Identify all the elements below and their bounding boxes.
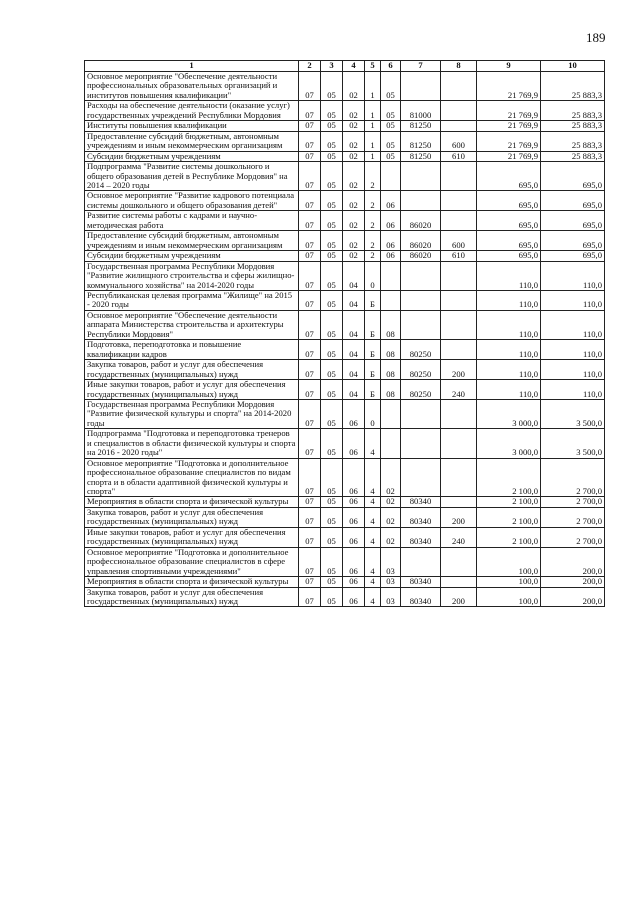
- code-program: 2: [365, 251, 381, 261]
- table-row: [85, 577, 605, 587]
- code-expense-type: [441, 261, 477, 290]
- code-direction: 80340: [401, 507, 441, 527]
- code-subsection: 02: [343, 162, 365, 191]
- amount-year-2: 110,0: [541, 290, 605, 310]
- code-section: 05: [321, 497, 343, 507]
- code-event: 05: [381, 101, 401, 121]
- item-name: Закупка товаров, работ и услуг для обеспечения государственных (муниципальных) нужд: [85, 360, 299, 380]
- code-event: 05: [381, 72, 401, 101]
- amount-year-1: 21 769,9: [477, 121, 541, 131]
- code-event: 03: [381, 547, 401, 576]
- code-expense-type: [441, 547, 477, 576]
- code-event: 02: [381, 527, 401, 547]
- code-expense-type: 200: [441, 507, 477, 527]
- amount-year-2: 2 700,0: [541, 458, 605, 497]
- code-subsection: 04: [343, 290, 365, 310]
- code-event: 06: [381, 231, 401, 251]
- code-program: 2: [365, 191, 381, 211]
- item-name: Закупка товаров, работ и услуг для обеспечения государственных (муниципальных) нужд: [85, 507, 299, 527]
- code-section: 05: [321, 191, 343, 211]
- code-ministry: 07: [299, 211, 321, 231]
- code-direction: [401, 191, 441, 211]
- table-row: [85, 261, 605, 290]
- code-event: 08: [381, 310, 401, 339]
- amount-year-1: 21 769,9: [477, 131, 541, 151]
- code-subsection: 02: [343, 131, 365, 151]
- code-ministry: 07: [299, 72, 321, 101]
- code-direction: 80340: [401, 527, 441, 547]
- code-expense-type: [441, 121, 477, 131]
- table-row: [85, 101, 605, 121]
- code-program: 1: [365, 131, 381, 151]
- item-name: Мероприятия в области спорта и физической культуры: [85, 497, 299, 507]
- code-section: 05: [321, 310, 343, 339]
- code-ministry: 07: [299, 191, 321, 211]
- code-program: 4: [365, 587, 381, 607]
- amount-year-1: 695,0: [477, 211, 541, 231]
- item-name: Основное мероприятие "Обеспечение деятельности аппарата Министерства строительства и архитектуры Республики Мордовия": [85, 310, 299, 339]
- amount-year-2: 25 883,3: [541, 151, 605, 161]
- code-expense-type: [441, 191, 477, 211]
- code-direction: [401, 399, 441, 428]
- amount-year-1: 21 769,9: [477, 72, 541, 101]
- table-row: [85, 497, 605, 507]
- code-subsection: 06: [343, 429, 365, 458]
- amount-year-1: 695,0: [477, 162, 541, 191]
- code-subsection: 04: [343, 360, 365, 380]
- code-subsection: 06: [343, 547, 365, 576]
- code-subsection: 06: [343, 577, 365, 587]
- amount-year-2: 2 700,0: [541, 497, 605, 507]
- code-expense-type: 610: [441, 151, 477, 161]
- code-program: 4: [365, 429, 381, 458]
- code-section: 05: [321, 399, 343, 428]
- code-ministry: 07: [299, 340, 321, 360]
- item-name: Подпрограмма "Развитие системы дошкольного и общего образования детей в Республике Мордовия" на 2014 – 2020 годы: [85, 162, 299, 191]
- code-section: 05: [321, 547, 343, 576]
- amount-year-1: 110,0: [477, 310, 541, 339]
- code-subsection: 06: [343, 458, 365, 497]
- header-col-5: 5: [365, 61, 381, 72]
- code-ministry: 07: [299, 399, 321, 428]
- code-event: [381, 261, 401, 290]
- code-program: 2: [365, 162, 381, 191]
- code-ministry: 07: [299, 587, 321, 607]
- code-direction: 86020: [401, 231, 441, 251]
- amount-year-2: 695,0: [541, 162, 605, 191]
- code-event: 03: [381, 577, 401, 587]
- code-ministry: 07: [299, 151, 321, 161]
- item-name: Республиканская целевая программа "Жилище" на 2015 - 2020 годы: [85, 290, 299, 310]
- item-name: Подготовка, переподготовка и повышение квалификации кадров: [85, 340, 299, 360]
- code-program: Б: [365, 380, 381, 400]
- code-expense-type: [441, 101, 477, 121]
- code-event: 08: [381, 340, 401, 360]
- table-row: [85, 527, 605, 547]
- code-program: 4: [365, 458, 381, 497]
- code-direction: [401, 458, 441, 497]
- item-name: Основное мероприятие "Подготовка и дополнительное профессиональное образование специалистов по видам спорта и в области адаптивной физической культуры и спорта": [85, 458, 299, 497]
- item-name: Развитие системы работы с кадрами и научно-методическая работа: [85, 211, 299, 231]
- amount-year-2: 200,0: [541, 577, 605, 587]
- code-program: 2: [365, 231, 381, 251]
- code-ministry: 07: [299, 497, 321, 507]
- code-direction: 80340: [401, 497, 441, 507]
- code-event: [381, 290, 401, 310]
- code-subsection: 02: [343, 121, 365, 131]
- code-section: 05: [321, 101, 343, 121]
- code-program: Б: [365, 340, 381, 360]
- amount-year-2: 25 883,3: [541, 72, 605, 101]
- amount-year-1: 3 000,0: [477, 429, 541, 458]
- code-direction: 80250: [401, 340, 441, 360]
- header-col-9: 9: [477, 61, 541, 72]
- code-program: Б: [365, 310, 381, 339]
- code-program: 2: [365, 211, 381, 231]
- code-direction: 86020: [401, 251, 441, 261]
- item-name: Основное мероприятие "Развитие кадрового потенциала системы дошкольного и общего образования детей": [85, 191, 299, 211]
- amount-year-2: 25 883,3: [541, 131, 605, 151]
- code-direction: 81250: [401, 121, 441, 131]
- code-section: 05: [321, 72, 343, 101]
- code-program: 4: [365, 497, 381, 507]
- code-section: 05: [321, 527, 343, 547]
- amount-year-2: 200,0: [541, 547, 605, 576]
- code-event: 05: [381, 121, 401, 131]
- code-program: 4: [365, 547, 381, 576]
- code-ministry: 07: [299, 547, 321, 576]
- code-program: 4: [365, 507, 381, 527]
- item-name: Субсидии бюджетным учреждениям: [85, 251, 299, 261]
- table-row: [85, 191, 605, 211]
- code-expense-type: 240: [441, 527, 477, 547]
- item-name: Иные закупки товаров, работ и услуг для обеспечения государственных (муниципальных) нужд: [85, 527, 299, 547]
- header-col-10: 10: [541, 61, 605, 72]
- code-section: 05: [321, 340, 343, 360]
- code-ministry: 07: [299, 429, 321, 458]
- header-col-8: 8: [441, 61, 477, 72]
- code-event: 05: [381, 151, 401, 161]
- amount-year-1: 21 769,9: [477, 151, 541, 161]
- amount-year-2: 2 700,0: [541, 507, 605, 527]
- code-expense-type: [441, 310, 477, 339]
- amount-year-2: 695,0: [541, 191, 605, 211]
- header-col-6: 6: [381, 61, 401, 72]
- code-expense-type: [441, 399, 477, 428]
- code-direction: 80340: [401, 577, 441, 587]
- table-row: [85, 121, 605, 131]
- code-program: 0: [365, 261, 381, 290]
- code-section: 05: [321, 121, 343, 131]
- code-subsection: 04: [343, 261, 365, 290]
- code-direction: 80250: [401, 360, 441, 380]
- code-section: 05: [321, 251, 343, 261]
- item-name: Государственная программа Республики Мордовия "Развитие жилищного строительства и сферы жилищно-коммунального хозяйства" на 2014-2020 годы: [85, 261, 299, 290]
- code-program: 1: [365, 72, 381, 101]
- code-subsection: 02: [343, 211, 365, 231]
- code-subsection: 06: [343, 507, 365, 527]
- amount-year-2: 200,0: [541, 587, 605, 607]
- code-ministry: 07: [299, 231, 321, 251]
- code-subsection: 06: [343, 497, 365, 507]
- amount-year-2: 110,0: [541, 340, 605, 360]
- page-number: 189: [586, 30, 606, 45]
- table-row: [85, 251, 605, 261]
- table-row: [85, 458, 605, 497]
- amount-year-1: 100,0: [477, 587, 541, 607]
- code-ministry: 07: [299, 121, 321, 131]
- code-expense-type: [441, 458, 477, 497]
- code-direction: [401, 261, 441, 290]
- amount-year-2: 695,0: [541, 231, 605, 251]
- amount-year-2: 110,0: [541, 261, 605, 290]
- amount-year-1: 695,0: [477, 231, 541, 251]
- item-name: Предоставление субсидий бюджетным, автономным учреждениям и иным некоммерческим организациям: [85, 231, 299, 251]
- table-row: [85, 211, 605, 231]
- code-section: 05: [321, 577, 343, 587]
- code-ministry: 07: [299, 360, 321, 380]
- header-col-7: 7: [401, 61, 441, 72]
- table-row: [85, 162, 605, 191]
- header-row: [85, 61, 605, 72]
- code-direction: 86020: [401, 211, 441, 231]
- code-ministry: 07: [299, 290, 321, 310]
- code-section: 05: [321, 360, 343, 380]
- code-subsection: 02: [343, 231, 365, 251]
- code-subsection: 02: [343, 101, 365, 121]
- code-expense-type: [441, 497, 477, 507]
- item-name: Подпрограмма "Подготовка и переподготовка тренеров и специалистов в области физической культуры и спорта на 2016 - 2020 годы": [85, 429, 299, 458]
- amount-year-2: 695,0: [541, 251, 605, 261]
- table-row: [85, 290, 605, 310]
- code-direction: 80250: [401, 380, 441, 400]
- code-subsection: 02: [343, 191, 365, 211]
- code-direction: [401, 429, 441, 458]
- code-event: 06: [381, 251, 401, 261]
- code-expense-type: [441, 290, 477, 310]
- code-event: 06: [381, 191, 401, 211]
- amount-year-2: 695,0: [541, 211, 605, 231]
- item-name: Иные закупки товаров, работ и услуг для обеспечения государственных (муниципальных) нужд: [85, 380, 299, 400]
- amount-year-2: 110,0: [541, 380, 605, 400]
- table-row: [85, 587, 605, 607]
- header-col-2: 2: [299, 61, 321, 72]
- amount-year-1: 110,0: [477, 380, 541, 400]
- amount-year-2: 110,0: [541, 310, 605, 339]
- code-event: 02: [381, 458, 401, 497]
- code-subsection: 04: [343, 380, 365, 400]
- code-event: 05: [381, 131, 401, 151]
- code-program: 1: [365, 151, 381, 161]
- item-name: Основное мероприятие "Обеспечение деятельности профессиональных образовательных организаций и институтов повышения квалификации": [85, 72, 299, 101]
- code-ministry: 07: [299, 251, 321, 261]
- code-ministry: 07: [299, 131, 321, 151]
- item-name: Субсидии бюджетным учреждениям: [85, 151, 299, 161]
- code-direction: [401, 72, 441, 101]
- code-expense-type: [441, 72, 477, 101]
- code-expense-type: [441, 340, 477, 360]
- code-direction: [401, 162, 441, 191]
- code-event: 06: [381, 211, 401, 231]
- amount-year-1: 110,0: [477, 340, 541, 360]
- code-ministry: 07: [299, 458, 321, 497]
- code-direction: 80340: [401, 587, 441, 607]
- amount-year-1: 2 100,0: [477, 507, 541, 527]
- code-expense-type: [441, 211, 477, 231]
- code-direction: [401, 290, 441, 310]
- amount-year-1: 110,0: [477, 360, 541, 380]
- code-section: 05: [321, 162, 343, 191]
- amount-year-1: 100,0: [477, 577, 541, 587]
- code-subsection: 04: [343, 310, 365, 339]
- code-direction: [401, 547, 441, 576]
- code-expense-type: [441, 429, 477, 458]
- code-program: 4: [365, 527, 381, 547]
- item-name: Основное мероприятие "Подготовка и дополнительное профессиональное образование специалистов в сфере управления спортивными учреждениями": [85, 547, 299, 576]
- amount-year-2: 3 500,0: [541, 429, 605, 458]
- header-col-3: 3: [321, 61, 343, 72]
- code-event: [381, 162, 401, 191]
- code-event: [381, 399, 401, 428]
- code-program: 0: [365, 399, 381, 428]
- code-subsection: 02: [343, 251, 365, 261]
- amount-year-1: 21 769,9: [477, 101, 541, 121]
- amount-year-1: 110,0: [477, 290, 541, 310]
- code-event: 03: [381, 587, 401, 607]
- amount-year-1: 3 000,0: [477, 399, 541, 428]
- code-program: 1: [365, 121, 381, 131]
- code-event: 08: [381, 360, 401, 380]
- code-ministry: 07: [299, 380, 321, 400]
- item-name: Предоставление субсидий бюджетным, автономным учреждениям и иным некоммерческим организациям: [85, 131, 299, 151]
- code-ministry: 07: [299, 162, 321, 191]
- code-section: 05: [321, 458, 343, 497]
- table-row: [85, 429, 605, 458]
- code-subsection: 06: [343, 587, 365, 607]
- code-section: 05: [321, 507, 343, 527]
- code-section: 05: [321, 261, 343, 290]
- code-subsection: 06: [343, 399, 365, 428]
- amount-year-1: 110,0: [477, 261, 541, 290]
- header-col-4: 4: [343, 61, 365, 72]
- code-expense-type: [441, 577, 477, 587]
- code-direction: 81000: [401, 101, 441, 121]
- table-row: [85, 340, 605, 360]
- code-expense-type: 600: [441, 131, 477, 151]
- amount-year-2: 25 883,3: [541, 101, 605, 121]
- header-col-1: 1: [85, 61, 299, 72]
- amount-year-1: 695,0: [477, 251, 541, 261]
- table-row: [85, 151, 605, 161]
- code-section: 05: [321, 211, 343, 231]
- table-row: [85, 547, 605, 576]
- code-program: 1: [365, 101, 381, 121]
- code-event: [381, 429, 401, 458]
- amount-year-1: 2 100,0: [477, 527, 541, 547]
- code-direction: 81250: [401, 131, 441, 151]
- code-expense-type: 240: [441, 380, 477, 400]
- code-expense-type: 200: [441, 587, 477, 607]
- code-ministry: 07: [299, 101, 321, 121]
- amount-year-1: 2 100,0: [477, 458, 541, 497]
- amount-year-2: 110,0: [541, 360, 605, 380]
- table-row: [85, 231, 605, 251]
- code-event: 02: [381, 497, 401, 507]
- code-ministry: 07: [299, 527, 321, 547]
- item-name: Мероприятия в области спорта и физической культуры: [85, 577, 299, 587]
- code-ministry: 07: [299, 507, 321, 527]
- code-expense-type: 600: [441, 231, 477, 251]
- code-event: 08: [381, 380, 401, 400]
- amount-year-2: 2 700,0: [541, 527, 605, 547]
- item-name: Государственная программа Республики Мордовия "Развитие физической культуры и спорта" на 2014-2020 годы: [85, 399, 299, 428]
- amount-year-1: 695,0: [477, 191, 541, 211]
- code-section: 05: [321, 587, 343, 607]
- table-row: [85, 131, 605, 151]
- code-ministry: 07: [299, 577, 321, 587]
- table-row: [85, 310, 605, 339]
- code-section: 05: [321, 151, 343, 161]
- code-program: Б: [365, 360, 381, 380]
- item-name: Расходы на обеспечение деятельности (оказание услуг) государственных учреждений Республики Мордовия: [85, 101, 299, 121]
- amount-year-1: 2 100,0: [477, 497, 541, 507]
- code-subsection: 04: [343, 340, 365, 360]
- code-section: 05: [321, 380, 343, 400]
- amount-year-2: 25 883,3: [541, 121, 605, 131]
- code-expense-type: 200: [441, 360, 477, 380]
- code-subsection: 02: [343, 72, 365, 101]
- code-ministry: 07: [299, 261, 321, 290]
- amount-year-2: 3 500,0: [541, 399, 605, 428]
- item-name: Закупка товаров, работ и услуг для обеспечения государственных (муниципальных) нужд: [85, 587, 299, 607]
- table-row: [85, 380, 605, 400]
- code-section: 05: [321, 429, 343, 458]
- amount-year-1: 100,0: [477, 547, 541, 576]
- code-section: 05: [321, 131, 343, 151]
- code-direction: [401, 310, 441, 339]
- table-row: [85, 399, 605, 428]
- table-row: [85, 72, 605, 101]
- code-section: 05: [321, 290, 343, 310]
- table-row: [85, 507, 605, 527]
- code-subsection: 02: [343, 151, 365, 161]
- code-program: Б: [365, 290, 381, 310]
- table-row: [85, 360, 605, 380]
- item-name: Институты повышения квалификации: [85, 121, 299, 131]
- code-expense-type: [441, 162, 477, 191]
- code-subsection: 06: [343, 527, 365, 547]
- code-program: 4: [365, 577, 381, 587]
- code-expense-type: 610: [441, 251, 477, 261]
- budget-table: [84, 60, 605, 607]
- code-event: 02: [381, 507, 401, 527]
- code-direction: 81250: [401, 151, 441, 161]
- code-section: 05: [321, 231, 343, 251]
- code-ministry: 07: [299, 310, 321, 339]
